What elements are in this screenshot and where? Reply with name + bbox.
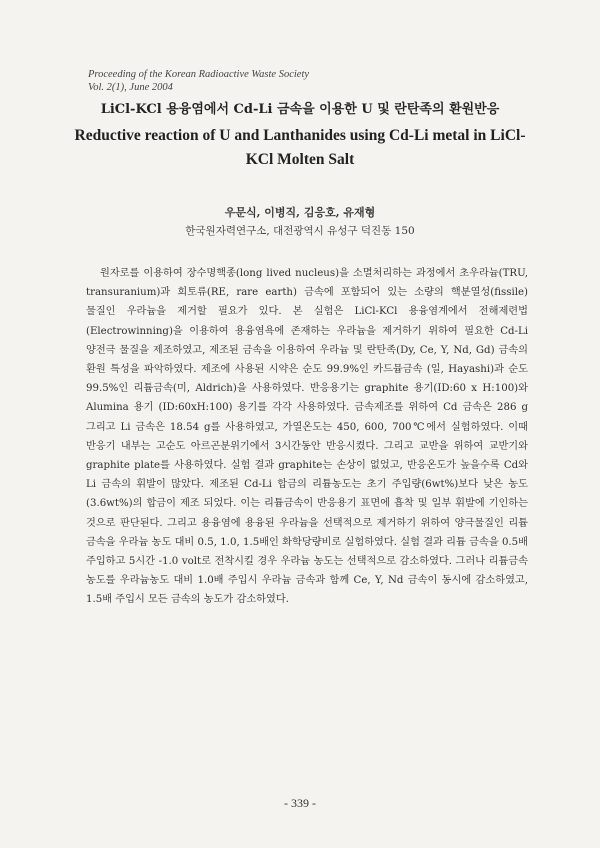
author-list: 우문식, 이병직, 김응호, 유재형 bbox=[224, 206, 376, 219]
english-title: Reductive reaction of U and Lanthanides using Cd-Li metal in LiCl-KCl Molten Salt bbox=[74, 127, 526, 168]
korean-title: LiCl-KCl 용융염에서 Cd-Li 금속을 이용한 U 및 란탄족의 환원반응 bbox=[100, 102, 500, 117]
affiliation: 한국원자력연구소, 대전광역시 유성구 덕진동 150 bbox=[185, 225, 415, 237]
proceedings-title: Proceeding of the Korean Radioactive Waste Society bbox=[88, 69, 310, 80]
proceedings-header bbox=[88, 68, 528, 94]
page-number: - 339 - bbox=[284, 796, 316, 810]
abstract-body: 원자로를 이용하여 장수명핵종(long lived nucleus)을 소멸처리하는 과정에서 초우라늄(TRU, transuranium)과 희토류(RE, rare earth) 금속에 포함되어 있는 소량의 핵분열성(fissile) 물질인 우라늄을 제거할 필요가 있다. 본 실험은 LiCl-KCl 용융염계에서 전해제련법(Electrowinning)을 이용하여 용융염욕에 존재하는 우라늄을 제거하기 위하여 필요한 Cd-Li 양전극 물질을 제조하였고, 제조된 금속을 이용하여 우라늄 및 란탄족(Dy, Ce, Y, Nd, Gd) 금속의 환원 특성을 파악하였다. 제조에 사용된 시약은 순도 99.9%인 카드뮴금속 (일, Hayashi)과 순도 99.5%인 리튬금속(미, Aldrich)을 사용하였다. 반응용기는 graphite 용기(ID:60 x H:100)와 Alumina 용기 (ID:60xH:100) 용기를 각각 사용하였다. 금속제조를 위하여 Cd 금속은 286 g 그리고 Li 금속은 18.54 g를 사용하였고, 가열온도는 450, 600, 700℃에서 실험하였다. 이때 반응기 내부는 고순도 아르곤분위기에서 3시간동안 반응시켰다. 그리고 교반을 위하여 교반기와 graphite plate를 사용하였다. 실험 결과 graphite는 손상이 없었고, 반응온도가 높을수록 Cd와 Li 금속의 휘발이 많았다. 제조된 Cd-Li 합금의 리튬농도는 초기 주입량(6wt%)보다 낮은 농도(3.6wt%)의 합금이 제조 되었다. 이는 리튬금속이 반응용기 표면에 흡착 및 일부 휘발에 기인하는 것으로 판단된다. 그리고 용융염에 용융된 우라늄을 선택적으로 제거하기 위하여 양극물질인 리튬 금속을 우라늄 농도 대비 0.5, 1.0, 1.5배인 화학당량비로 실험하였다. 실험 결과 리튬 금속을 0.5배 주입하고 5시간 -1.0 volt로 전착시킬 경우 우라늄 농도는 선택적으로 감소하였다. 그러나 리튬금속 농도를 우라늄농도 대비 1.0배 주입시 우라늄 금속과 함께 Ce, Y, Nd 금속이 동시에 감소하였고, 1.5배 주입시 모든 금속의 농도가 감소하였다. bbox=[86, 268, 528, 606]
proceedings-volume: Vol. 2(1), June 2004 bbox=[88, 82, 173, 93]
